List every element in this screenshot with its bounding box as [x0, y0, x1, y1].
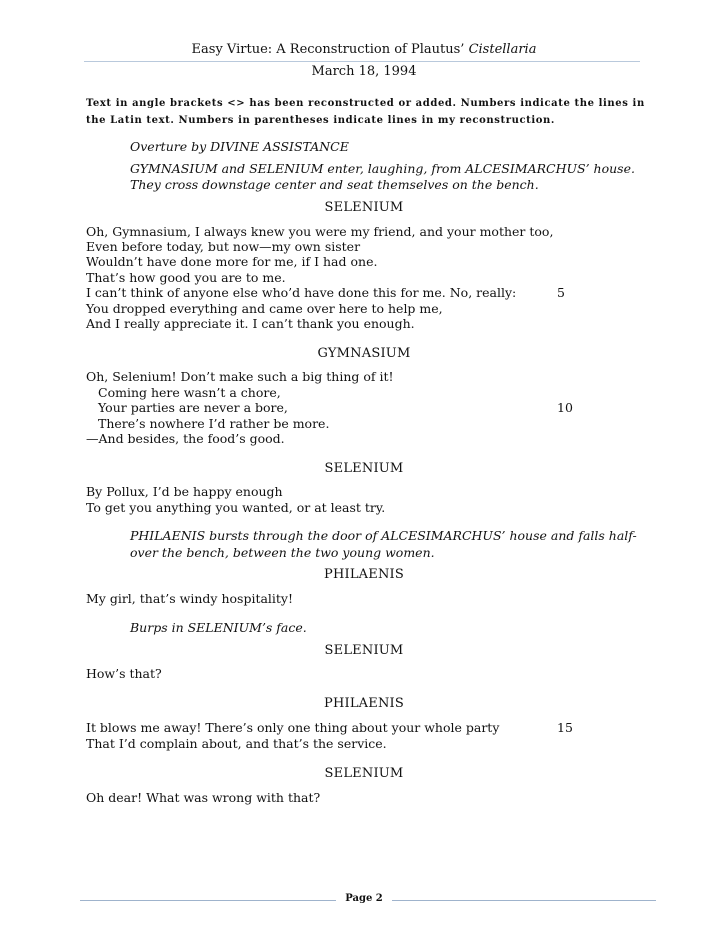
verse-line: Oh, Gymnasium, I always knew you were my friend, and your mother too,: [86, 224, 554, 239]
verse-line: —And besides, the food’s good.: [86, 431, 285, 446]
verse-line: Even before today, but now—my own sister: [86, 239, 361, 254]
verse-line: You dropped everything and came over here to help me,: [86, 301, 443, 316]
stage-direction-burst-1: PHILAENIS bursts through the door of ALCESIMARCHUS’ house and falls half-: [130, 528, 637, 543]
header-title-text: Easy Virtue: A Reconstruction of Plautus’: [191, 42, 469, 57]
verse-line: Coming here wasn’t a chore,: [98, 385, 281, 400]
verse-line: My girl, that’s windy hospitality!: [86, 591, 294, 606]
header-rule: [84, 61, 640, 62]
speaker-heading: PHILAENIS: [324, 567, 404, 582]
speaker-heading: SELENIUM: [324, 200, 404, 215]
line-number: 10: [557, 400, 573, 415]
verse-line: Oh, Selenium! Don’t make such a big thing of it!: [86, 369, 394, 384]
header-title: [0, 42, 728, 57]
editorial-note-line-2: the Latin text. Numbers in parentheses indicate lines in my reconstruction.: [86, 115, 555, 126]
speaker-heading: GYMNASIUM: [317, 346, 411, 361]
verse-line: Your parties are never a bore,: [98, 400, 288, 415]
verse-line: To get you anything you wanted, or at least try.: [86, 500, 386, 515]
verse-line: There’s nowhere I’d rather be more.: [98, 416, 330, 431]
footer-rule-right: [392, 900, 656, 901]
verse-line: By Pollux, I’d be happy enough: [86, 484, 283, 499]
stage-direction-burst-2: over the bench, between the two young women.: [130, 545, 435, 560]
stage-direction-overture: Overture by DIVINE ASSISTANCE: [130, 139, 349, 154]
speaker-heading: SELENIUM: [324, 643, 404, 658]
page-number: Page 2: [345, 893, 383, 904]
verse-line: It blows me away! There’s only one thing about your whole party: [86, 720, 500, 735]
verse-line: How’s that?: [86, 666, 162, 681]
stage-direction-enter-2: They cross downstage center and seat themselves on the bench.: [130, 177, 539, 192]
editorial-note-line-1: Text in angle brackets <> has been reconstructed or added. Numbers indicate the lines in: [86, 98, 645, 109]
header-title-italic: Cistellaria: [468, 42, 537, 57]
speaker-heading: SELENIUM: [324, 766, 404, 781]
verse-line: That I’d complain about, and that’s the service.: [86, 736, 387, 751]
verse-line: I can’t think of anyone else who’d have done this for me. No, really:: [86, 285, 517, 300]
speaker-heading: PHILAENIS: [324, 696, 404, 711]
line-number: 5: [557, 285, 565, 300]
stage-direction-enter-1: GYMNASIUM and SELENIUM enter, laughing, from ALCESIMARCHUS’ house.: [130, 161, 635, 176]
header-date: March 18, 1994: [311, 64, 417, 79]
verse-line: That’s how good you are to me.: [86, 270, 286, 285]
stage-direction-burps: Burps in SELENIUM’s face.: [130, 620, 307, 635]
verse-line: And I really appreciate it. I can’t thank you enough.: [86, 316, 415, 331]
speaker-heading: SELENIUM: [324, 461, 404, 476]
verse-line: Oh dear! What was wrong with that?: [86, 790, 321, 805]
line-number: 15: [557, 720, 573, 735]
verse-line: Wouldn’t have done more for me, if I had one.: [86, 254, 378, 269]
